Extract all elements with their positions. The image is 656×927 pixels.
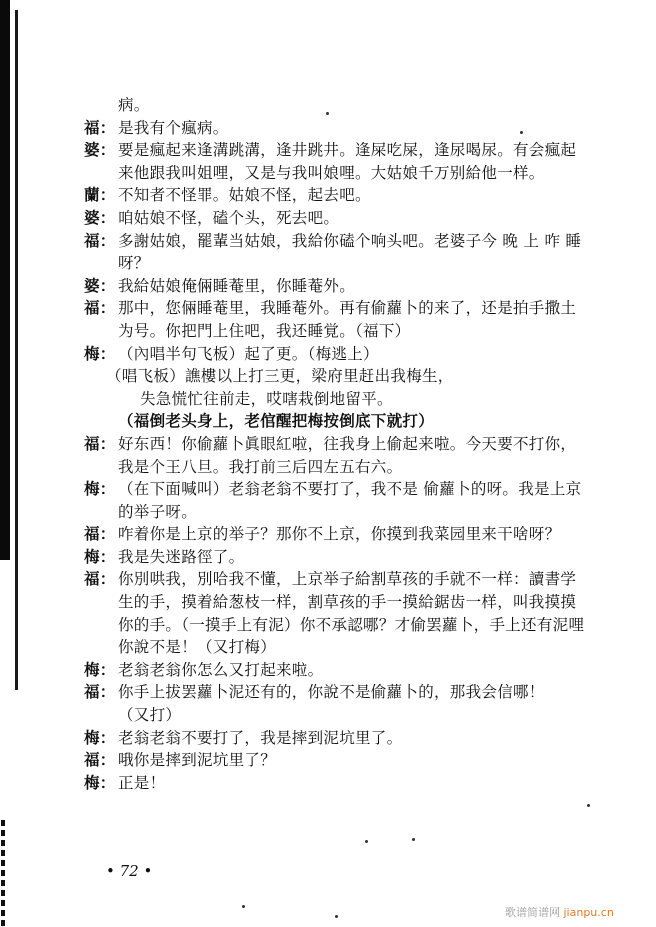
scan-speck <box>587 804 590 807</box>
line-text: 要是瘋起来逢溝跳溝，逢井跳井。逢屎吃屎，逢尿喝尿。有会瘋起 <box>118 141 577 160</box>
line-text: 你手上拔罢蘿卜泥还有的，你說不是偷蘿卜的，那我会信哪！ <box>118 683 545 702</box>
speaker-label: 福： <box>84 230 116 250</box>
speaker-label: 福： <box>84 117 116 137</box>
dialogue-line <box>84 749 644 772</box>
dialogue-line <box>84 94 644 117</box>
dialogue-line <box>84 207 644 230</box>
dialogue-line <box>84 252 644 275</box>
speaker-label: 婆： <box>84 207 116 227</box>
line-text: 我給姑娘俺倆睡菴里，你睡菴外。 <box>118 276 356 295</box>
dialogue-line <box>84 433 644 456</box>
scan-speck <box>335 915 338 918</box>
dialogue-line <box>84 139 644 162</box>
speaker-label: 梅： <box>84 546 116 566</box>
line-text: 老翁老翁你怎么又打起来啦。 <box>118 660 324 679</box>
line-text: 不知者不怪罪。姑娘不怪，起去吧。 <box>118 186 371 205</box>
dialogue-line <box>84 636 644 659</box>
line-text: （又打） <box>118 706 182 725</box>
speaker-label: 蘭： <box>84 185 116 205</box>
dialogue-line <box>84 456 644 479</box>
line-text: 的举子呀。 <box>118 502 198 521</box>
speaker-label: 梅： <box>84 343 116 363</box>
dialogue-line <box>84 230 644 253</box>
dialogue-line <box>84 681 644 704</box>
page-number: • 72 • <box>106 862 153 880</box>
line-text: 你的手。（一摸手上有泥）你不承認哪？才偷罢蘿卜，手上还有泥哩 <box>118 615 585 634</box>
scan-speck <box>412 838 415 841</box>
dialogue-line <box>84 343 644 366</box>
watermark-url: jianpu.cn <box>563 906 614 919</box>
dialogue-line <box>84 275 644 298</box>
speaker-label: 福： <box>84 750 116 770</box>
dialogue-line <box>84 117 644 140</box>
line-text: （內唱半句飞板）起了更。（梅逃上） <box>118 344 379 363</box>
line-text: 正是！ <box>118 773 166 792</box>
speaker-label: 福： <box>84 682 116 702</box>
speaker-label: 福： <box>84 433 116 453</box>
watermark <box>505 904 614 920</box>
scan-speck <box>520 131 523 134</box>
speaker-label: 梅： <box>84 772 116 792</box>
line-text: 咱姑娘不怪，磕个头，死去吧。 <box>118 208 340 227</box>
speaker-label: 梅： <box>84 727 116 747</box>
dialogue-line <box>84 501 644 524</box>
scan-edge-mark <box>1 820 5 927</box>
dialogue-line <box>84 727 644 750</box>
dialogue-line <box>84 614 644 637</box>
dialogue-line <box>84 772 644 795</box>
song-line <box>84 365 644 388</box>
line-text: 老翁老翁不要打了，我是摔到泥坑里了。 <box>118 728 403 747</box>
line-text: 生的手，摸着給葱枝一样，割草孩的手一摸給鋸齿一样，叫我摸摸 <box>118 593 577 612</box>
song-line <box>84 388 644 411</box>
line-text: 你別哄我，別哈我不懂，上京举子給割草孩的手就不一样：讀書学 <box>118 570 577 589</box>
line-text: 为号。你把門上住吧，我还睡覚。（福下） <box>118 321 411 340</box>
dialogue-line <box>84 297 644 320</box>
scan-speck <box>242 905 245 908</box>
line-text: 病。 <box>118 96 150 114</box>
line-text: 好东西！你偷蘿卜眞眼紅啦，往我身上偷起来啦。今天要不打你， <box>118 434 577 453</box>
line-text: （福倒老头身上，老倌醒把梅按倒底下就打） <box>118 411 435 431</box>
line-text: 失急慌忙往前走，哎嗐栽倒地留平。 <box>140 389 393 408</box>
speaker-label: 梅： <box>84 659 116 679</box>
script-page <box>84 94 644 794</box>
line-text: 是我有个瘋病。 <box>118 118 229 137</box>
dialogue-line <box>84 591 644 614</box>
scan-speck <box>365 840 368 843</box>
scan-speck <box>326 112 329 115</box>
speaker-label: 梅： <box>84 479 116 499</box>
scan-binding-line <box>15 10 18 690</box>
speaker-label: 婆： <box>84 140 116 160</box>
line-text: （在下面喊叫）老翁老翁不要打了，我不是 偷蘿卜的呀。我是上京 <box>118 480 582 499</box>
dialogue-line <box>84 523 644 546</box>
speaker-label: 福： <box>84 524 116 544</box>
dialogue-line <box>84 659 644 682</box>
dialogue-line <box>84 162 644 185</box>
dialogue-line <box>84 568 644 591</box>
stage-direction <box>84 410 644 433</box>
speaker-label: 福： <box>84 569 116 589</box>
line-text: 多謝姑娘，罷輩当姑娘，我給你磕个响头吧。老婆子今 晚 上 咋 睡 <box>118 231 582 250</box>
line-text: 来他跟我叫姐哩，又是与我叫娘哩。大姑娘千万别給他一样。 <box>118 163 545 182</box>
line-text: 你說不是！（又打梅） <box>118 638 277 657</box>
line-text: 那中，您倆睡菴里，我睡菴外。再有偷蘿卜的来了，还是拍手撒土 <box>118 299 577 318</box>
dialogue-line <box>84 478 644 501</box>
dialogue-line <box>84 320 644 343</box>
line-text: 我是个王八旦。我打前三后四左五右六。 <box>118 457 403 476</box>
line-text: 咋着你是上京的举子？那你不上京，你摸到我菜园里来干啥呀？ <box>118 525 561 544</box>
speaker-label: 婆： <box>84 275 116 295</box>
dialogue-line <box>84 704 644 727</box>
line-text: 哦你是摔到泥坑里了？ <box>118 751 277 770</box>
line-text: 我是失迷路徑了。 <box>118 547 245 566</box>
watermark-site-name: 歌谱简谱网 <box>505 906 560 919</box>
scan-binding-shadow <box>0 0 10 560</box>
dialogue-line <box>84 546 644 569</box>
speaker-label: 福： <box>84 298 116 318</box>
line-text: 呀？ <box>118 254 150 273</box>
line-text: （唱飞板）譙樓以上打三更，梁府里赶出我梅生， <box>106 367 454 386</box>
dialogue-line <box>84 184 644 207</box>
